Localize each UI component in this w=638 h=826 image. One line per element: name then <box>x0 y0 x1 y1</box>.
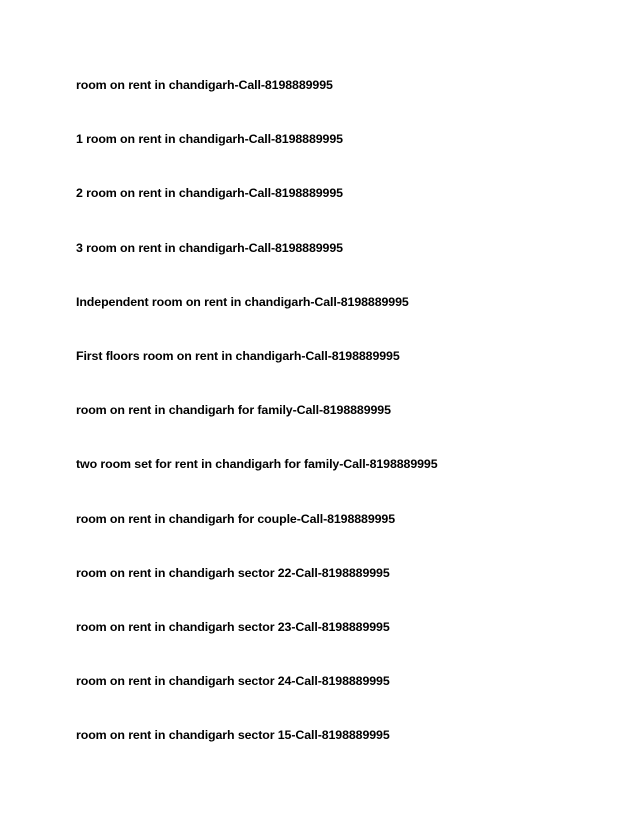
text-line: room on rent in chandigarh sector 23-Call-8198889995 <box>76 619 390 634</box>
text-line: room on rent in chandigarh sector 15-Call-8198889995 <box>76 728 390 743</box>
text-line: room on rent in chandigarh-Call-8198889995 <box>76 78 333 92</box>
text-line: room on rent in chandigarh for couple-Call-8198889995 <box>76 511 396 526</box>
text-line: First floors room on rent in chandigarh-Call-8198889995 <box>76 348 400 363</box>
text-line: 2 room on rent in chandigarh-Call-8198889995 <box>76 186 343 201</box>
text-line: 3 room on rent in chandigarh-Call-8198889995 <box>76 240 343 255</box>
text-line: room on rent in chandigarh sector 24-Call-8198889995 <box>76 674 390 689</box>
text-line: room on rent in chandigarh sector 22-Call-8198889995 <box>76 565 390 580</box>
text-line: Independent room on rent in chandigarh-Call-8198889995 <box>76 294 409 309</box>
document-text-list <box>76 78 438 782</box>
text-line: two room set for rent in chandigarh for family-Call-8198889995 <box>76 457 438 472</box>
text-line: room on rent in chandigarh for family-Call-8198889995 <box>76 403 391 418</box>
text-line: 1 room on rent in chandigarh-Call-8198889995 <box>76 132 343 147</box>
